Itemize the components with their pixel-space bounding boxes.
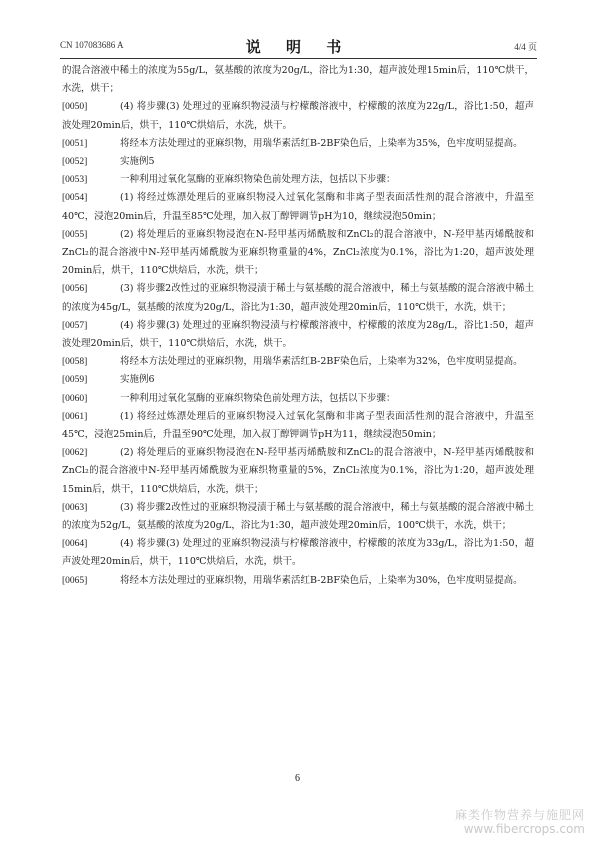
paragraph bbox=[62, 499, 534, 535]
paragraph bbox=[62, 572, 534, 590]
paragraph bbox=[62, 62, 534, 98]
paragraph-number: [0059] bbox=[62, 375, 88, 386]
paragraph-number: [0053] bbox=[62, 175, 88, 186]
paragraph-text: (2) 将处理后的亚麻织物浸泡在N-羟甲基丙烯酰胺和ZnCl₂的混合溶液中，N-羟甲基丙烯酰胺和ZnCl₂的混合溶液中N-羟甲基丙烯酰胺为亚麻织物重量的5%，ZnCl₂浓度为0.1%，浴比为1:20，超声波处理15min后，烘干，110℃烘焙后，水洗，烘干； bbox=[62, 447, 534, 495]
paragraph-number: [0050] bbox=[62, 102, 88, 113]
paragraph bbox=[62, 317, 534, 353]
watermark-site-name: 麻类作物营养与施肥网 bbox=[454, 808, 585, 822]
paragraph bbox=[62, 444, 534, 499]
paragraph-number: [0064] bbox=[62, 539, 88, 550]
paragraph-number: [0052] bbox=[62, 157, 88, 168]
paragraph-text: 将经本方法处理过的亚麻织物，用瑞华素活红B-2BF染色后，上染率为35%，色牢度明显提高。 bbox=[120, 137, 523, 149]
paragraph-text: (2) 将处理后的亚麻织物浸泡在N-羟甲基丙烯酰胺和ZnCl₂的混合溶液中，N-羟甲基丙烯酰胺和ZnCl₂的混合溶液中N-羟甲基丙烯酰胺为亚麻织物重量的4%，ZnCl₂浓度为0.1%，浴比为1:20，超声波处理20min后，烘干，110℃烘焙后，水洗，烘干； bbox=[62, 228, 534, 277]
watermark bbox=[455, 808, 585, 836]
paragraph bbox=[62, 135, 534, 153]
paragraph-text: (4) 将步骤(3) 处理过的亚麻织物浸渍与柠檬酸溶液中，柠檬酸的浓度为22g/L，浴比1:50，超声波处理20min后，烘干，110℃烘焙后，水洗，烘干。 bbox=[62, 101, 534, 131]
paragraph-text: 一种利用过氧化氢酶的亚麻织物染色前处理方法，包括以下步骤： bbox=[120, 392, 396, 404]
document-title: 说 明 书 bbox=[245, 38, 352, 56]
paragraph-number: [0062] bbox=[62, 448, 88, 459]
watermark-url: www.fibercrops.com bbox=[463, 822, 585, 836]
paragraph-text: (3) 将步骤2改性过的亚麻织物浸渍于稀土与氨基酸的混合溶液中，稀土与氨基酸的混合溶液中稀土的浓度为45g/L，氨基酸的浓度为20g/L，浴比为1:30，超声波处理20min后，110℃烘干，水洗，烘干； bbox=[62, 283, 534, 313]
paragraph bbox=[62, 98, 534, 134]
paragraph-text: (4) 将步骤(3) 处理过的亚麻织物浸渍与柠檬酸溶液中，柠檬酸的浓度为33g/L，浴比为1:50，超声波处理20min后，烘干，110℃烘焙后，水洗，烘干。 bbox=[62, 538, 534, 568]
paragraph-text: 将经本方法处理过的亚麻织物，用瑞华素活红B-2BF染色后，上染率为32%，色牢度明显提高。 bbox=[120, 356, 523, 368]
paragraph-number: [0061] bbox=[62, 411, 88, 422]
paragraph-text: 实施例6 bbox=[120, 374, 155, 386]
paragraph bbox=[62, 153, 534, 171]
paragraph-number: [0057] bbox=[62, 320, 88, 331]
paragraph-number: [0058] bbox=[62, 357, 88, 368]
paragraph-text: 的混合溶液中稀土的浓度为55g/L，氨基酸的浓度为20g/L，浴比为1:30，超声波处理15min后，110℃烘干，水洗，烘干； bbox=[62, 65, 534, 95]
paragraph-text: (1) 将经过炼漂处理后的亚麻织物浸入过氧化氢酶和非离子型表面活性剂的混合溶液中，升温至40℃，浸泡20min后，升温至85℃处理，加入叔丁醇钾调节pH为10，继续浸泡50min； bbox=[62, 192, 534, 222]
paragraph-text: 实施例5 bbox=[120, 156, 155, 168]
paragraph-text: (1) 将经过炼漂处理后的亚麻织物浸入过氧化氢酶和非离子型表面活性剂的混合溶液中，升温至45℃，浸泡25min后，升温至90℃处理，加入叔丁醇钾调节pH为11，继续浸泡50min； bbox=[62, 410, 534, 441]
page-number: 6 bbox=[295, 773, 300, 784]
paragraph-number: [0051] bbox=[62, 138, 88, 149]
paragraph-number: [0065] bbox=[62, 575, 88, 586]
paragraph bbox=[62, 408, 534, 444]
paragraph bbox=[62, 390, 534, 408]
document-number: CN 107083686 A bbox=[60, 40, 124, 50]
paragraph-text: (4) 将步骤(3) 处理过的亚麻织物浸渍与柠檬酸溶液中，柠檬酸的浓度为28g/L，浴比1:50，超声波处理20min后，烘干，110℃烘焙后，水洗，烘干。 bbox=[62, 319, 534, 350]
paragraph bbox=[62, 280, 534, 316]
paragraph-number: [0054] bbox=[62, 193, 88, 204]
paragraph-number: [0063] bbox=[62, 502, 88, 513]
paragraph-text: 将经本方法处理过的亚麻织物，用瑞华素活红B-2BF染色后，上染率为30%，色牢度明显提高。 bbox=[120, 574, 523, 586]
paragraph-text: 一种利用过氧化氢酶的亚麻织物染色前处理方法，包括以下步骤： bbox=[120, 174, 396, 186]
page-of-total: 4/4 页 bbox=[514, 42, 537, 52]
paragraph bbox=[62, 189, 534, 225]
paragraph bbox=[62, 171, 534, 189]
paragraph-number: [0056] bbox=[62, 284, 88, 295]
header-rule bbox=[60, 58, 537, 59]
paragraph bbox=[62, 371, 534, 389]
paragraph-number: [0055] bbox=[62, 229, 88, 240]
paragraph-text: (3) 将步骤2改性过的亚麻织物浸渍于稀土与氨基酸的混合溶液中，稀土与氨基酸的混合溶液中稀土的浓度为52g/L，氨基酸的浓度为20g/L，浴比为1:30，超声波处理20min后，100℃烘干，水洗，烘干； bbox=[62, 501, 534, 532]
paragraph-number: [0060] bbox=[62, 393, 88, 404]
paragraph bbox=[62, 535, 534, 571]
page-header bbox=[60, 36, 537, 56]
paragraph bbox=[62, 353, 534, 371]
document-body bbox=[62, 62, 534, 590]
paragraph bbox=[62, 226, 534, 281]
